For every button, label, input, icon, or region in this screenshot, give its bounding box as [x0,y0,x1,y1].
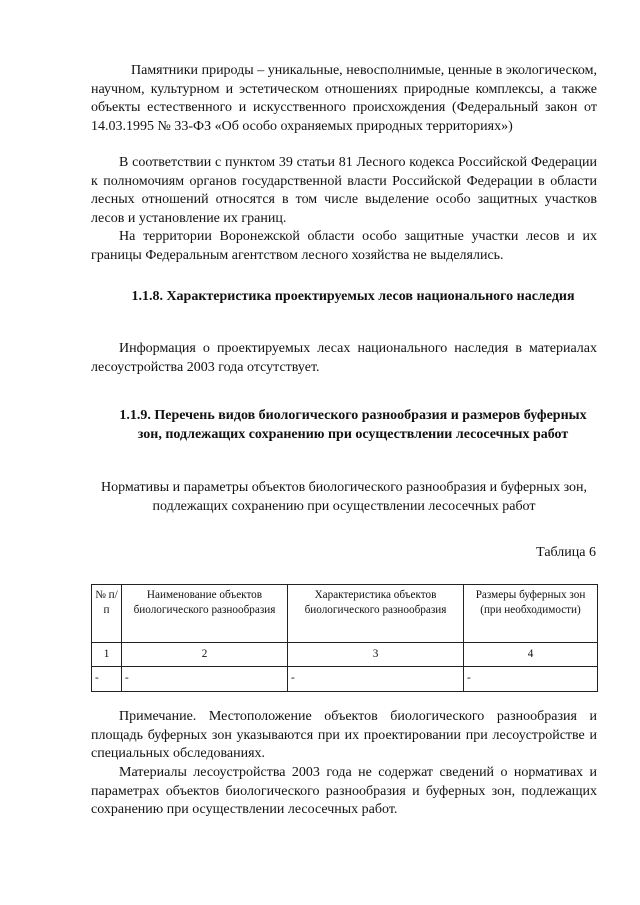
paragraph-voronezh: На территории Воронежской области особо защитные участки лесов и их границы Федеральным агентством лесного хозяйства не выделялись. [91,229,597,263]
paragraph-natural-monuments: Памятники природы – уникальные, невосполнимые, ценные в экологическом, научном, культурном и эстетическом отношениях природные комплексы, а также объекты естественного и искусственного происхождения (Федеральный закон от 14.03.1995 № 33-ФЗ «Об особо охраняемых природных территориях») [91,63,597,134]
heading-1-1-8: 1.1.8. Характеристика проектируемых лесов национального наследия [131,289,575,304]
table-header-row [92,585,598,643]
column-number-cell: 4 [464,643,598,667]
column-number-cell: 1 [92,643,122,667]
table-column-numbers-row [92,643,598,667]
table-cell: - [464,667,598,692]
column-number-cell: 3 [288,643,464,667]
table-cell: - [92,667,122,692]
paragraph-forest-code: В соответствии с пунктом 39 статьи 81 Лесного кодекса Российской Федерации к полномочиям органов государственной власти Российской Федерации в области лесных отношений относятся в том числе выделение особо защитных участков лесов и установление их границ. [91,155,597,226]
header-cell-number: № п/п [92,585,122,643]
heading-1-1-9: 1.1.9. Перечень видов биологического разнообразия и размеров буферных зон, подлежащих сохранению при осуществлении лесосечных работ [119,408,587,442]
table-caption: Нормативы и параметры объектов биологического разнообразия и буферных зон, подлежащих сохранению при осуществлении лесосечных работ [100,480,588,514]
table-cell: - [122,667,288,692]
header-cell-object-characteristics: Характеристика объектов биологического разнообразия [288,585,464,643]
paragraph-national-heritage: Информация о проектируемых лесах национального наследия в материалах лесоустройства 2003 года отсутствует. [91,341,597,375]
header-cell-object-name: Наименование объектов биологического разнообразия [122,585,288,643]
biodiversity-table [91,584,598,692]
paragraph-forest-inventory-2003: Материалы лесоустройства 2003 года не содержат сведений о нормативах и параметрах объектов биологического разнообразия и буферных зон, подлежащих сохранению при осуществлении лесосечных работ. [91,765,597,818]
table-cell: - [288,667,464,692]
note-paragraph: Примечание. Местоположение объектов биологического разнообразия и площадь буферных зон указываются при их проектировании при лесоустройстве и специальных обследованиях. [91,709,597,762]
table-label: Таблица 6 [536,545,596,560]
table-row [92,667,598,692]
column-number-cell: 2 [122,643,288,667]
header-cell-buffer-size: Размеры буферных зон (при необходимости) [464,585,598,643]
